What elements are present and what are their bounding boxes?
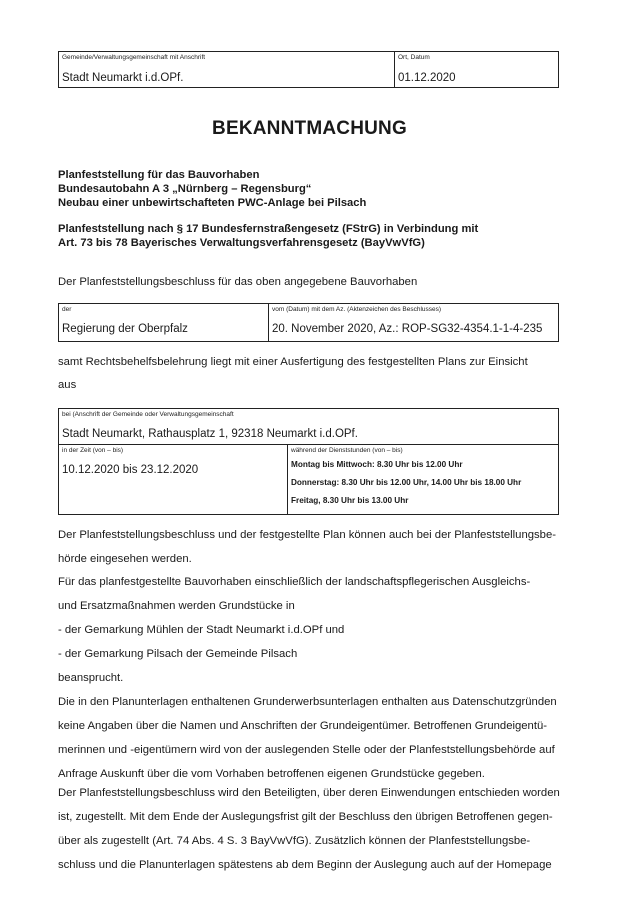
paragraph-4-line-3: über als zugestellt (Art. 74 Abs. 4 S. 3 BayVwVfG). Zusätzlich können der Planfeststellungsbe- <box>58 835 531 847</box>
dienst-line-2: Donnerstag: 8.30 Uhr bis 12.00 Uhr, 14.00 Uhr bis 18.00 Uhr <box>291 478 522 487</box>
der-label: der <box>62 306 72 313</box>
paragraph-3-line-3: merinnen und -eigentümern wird von der auslegenden Stelle oder der Planfeststellungsbehörde auf <box>58 744 555 756</box>
legal-line-1: Planfeststellung nach § 17 Bundesfernstraßengesetz (FStrG) in Verbindung mit <box>58 223 479 235</box>
paragraph-1 <box>58 523 569 571</box>
vom-label: vom (Datum) mit dem Az. (Aktenzeichen des Beschlusses) <box>272 306 442 313</box>
paragraph-1-line-2: hörde eingesehen werden. <box>58 553 192 565</box>
paragraph-2-line-5: beansprucht. <box>58 672 124 684</box>
paragraph-2-line-3: - der Gemarkung Mühlen der Stadt Neumarkt i.d.OPf und <box>58 624 345 636</box>
paragraph-3-line-1: Die in den Planunterlagen enthaltenen Grunderwerbsunterlagen enthalten aus Datenschutzgründen <box>58 696 557 708</box>
dienst-label: während der Dienststunden (von – bis) <box>291 447 403 454</box>
decision-table <box>58 303 559 342</box>
paragraph-2 <box>58 570 569 690</box>
einsicht-line-1: samt Rechtsbehelfsbelehrung liegt mit einer Ausfertigung des festgestellten Plans zur Einsicht <box>58 356 528 368</box>
dienst-cell <box>288 445 558 514</box>
subject-line-2: Bundesautobahn A 3 „Nürnberg – Regensburg“ <box>58 183 312 195</box>
paragraph-4-line-4: schluss und die Planunterlagen spätestens ab dem Beginn der Auslegung auch auf der Homepage <box>58 859 552 871</box>
header-box <box>58 51 559 88</box>
bei-cell <box>59 409 558 445</box>
dienst-line-3: Freitag, 8.30 Uhr bis 13.00 Uhr <box>291 496 409 505</box>
paragraph-3-line-4: Anfrage Auskunft über die vom Vorhaben betroffenen eigenen Grundstücke gegeben. <box>58 768 485 780</box>
subject-line-1: Planfeststellung für das Bauvorhaben <box>58 169 260 181</box>
vom-cell <box>269 304 558 341</box>
gemeinde-value: Stadt Neumarkt i.d.OPf. <box>62 72 184 84</box>
paragraph-4 <box>58 781 569 877</box>
intro-text: Der Planfeststellungsbeschluss für das oben angegebene Bauvorhaben <box>58 276 418 288</box>
dienst-line-1: Montag bis Mittwoch: 8.30 Uhr bis 12.00 Uhr <box>291 460 463 469</box>
ort-label: Ort, Datum <box>398 54 430 61</box>
page-title: BEKANNTMACHUNG <box>212 118 407 139</box>
paragraph-2-line-4: - der Gemarkung Pilsach der Gemeinde Pilsach <box>58 648 298 660</box>
bei-label: bei (Anschrift der Gemeinde oder Verwaltungsgemeinschaft <box>62 411 234 418</box>
vom-value: 20. November 2020, Az.: ROP-SG32-4354.1-1-4-235 <box>272 323 543 335</box>
paragraph-4-line-1: Der Planfeststellungsbeschluss wird den Beteiligten, über deren Einwendungen entschieden worden <box>58 787 560 799</box>
gemeinde-label: Gemeinde/Verwaltungsgemeinschaft mit Anschrift <box>62 54 206 61</box>
zeit-label: in der Zeit (von – bis) <box>62 447 124 454</box>
zeit-cell <box>59 445 288 514</box>
einsicht-line-2: aus <box>58 379 77 391</box>
paragraph-2-line-2: und Ersatzmaßnahmen werden Grundstücke in <box>58 600 295 612</box>
zeit-value: 10.12.2020 bis 23.12.2020 <box>62 464 199 476</box>
der-cell <box>59 304 269 341</box>
ort-value: 01.12.2020 <box>398 72 456 84</box>
bei-value: Stadt Neumarkt, Rathausplatz 1, 92318 Neumarkt i.d.OPf. <box>62 428 358 440</box>
subject-line-3: Neubau einer unbewirtschafteten PWC-Anlage bei Pilsach <box>58 197 367 209</box>
der-value: Regierung der Oberpfalz <box>62 323 188 335</box>
auslegung-table <box>58 408 559 515</box>
paragraph-1-line-1: Der Planfeststellungsbeschluss und der festgestellte Plan können auch bei der Planfeststellungsbe- <box>58 529 556 541</box>
paragraph-3-line-2: keine Angaben über die Namen und Anschriften der Grundeigentümer. Betroffenen Grundeigentü- <box>58 720 548 732</box>
gemeinde-cell <box>59 52 395 87</box>
legal-line-2: Art. 73 bis 78 Bayerisches Verwaltungsverfahrensgesetz (BayVwVfG) <box>58 237 425 249</box>
paragraph-3 <box>58 690 569 786</box>
paragraph-2-line-1: Für das planfestgestellte Bauvorhaben einschließlich der landschaftspflegerischen Ausgleichs- <box>58 576 531 588</box>
ort-cell <box>395 52 558 87</box>
paragraph-4-line-2: ist, zugestellt. Mit dem Ende der Auslegungsfrist gilt der Beschluss den übrigen Betroffenen gegen- <box>58 811 553 823</box>
